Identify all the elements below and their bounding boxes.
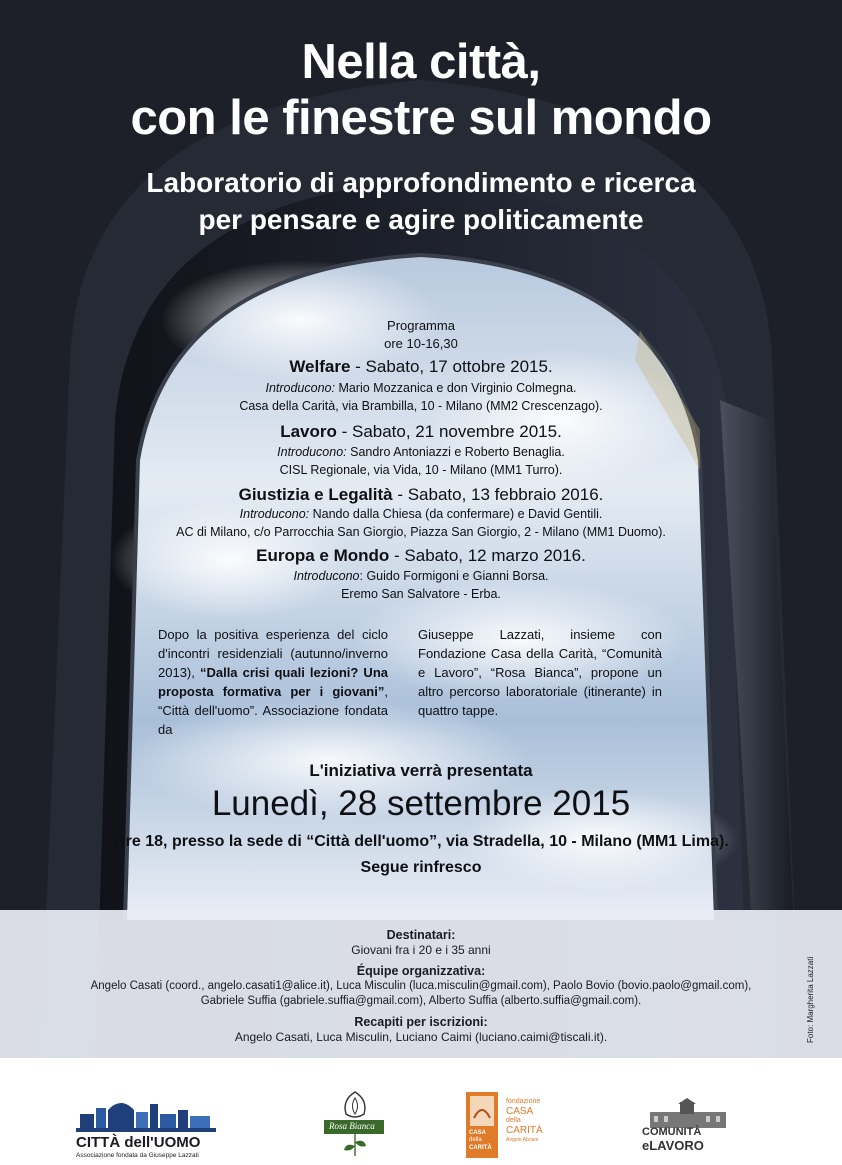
rosa-bianca-label: Rosa Bianca [329, 1121, 375, 1131]
casa-right-b: CASA [506, 1106, 534, 1117]
contacts-heading: Recapiti per iscrizioni: [354, 1015, 488, 1029]
contacts-text: Angelo Casati, Luca Misculin, Luciano Caimi (luciano.caimi@tiscali.it). [234, 1030, 608, 1044]
intro-label: Introducono [293, 569, 360, 583]
presentation-extra: Segue rinfresco [360, 859, 482, 876]
sponsor-logos [0, 1058, 842, 1162]
team-line-1: Angelo Casati (coord., angelo.casati1@alice.it), Luca Misculin (luca.misculin@gmail.com), Paolo Bovio (bovio.paolo@gmail.com), [90, 980, 752, 992]
event-europa-place: Eremo San Salvatore - Erba. [341, 587, 501, 601]
casa-badge-text-b: della [469, 1137, 482, 1143]
title-line-1: Nella città, [301, 35, 541, 89]
presentation-intro: L'iniziativa verrà presentata [309, 761, 533, 780]
description-text-c: , “Città dell'uomo”. Associazione fondata da [158, 684, 388, 737]
casa-badge-text-c: CARITÀ [469, 1145, 492, 1151]
citta-logo-name-b: dell'UOMO [120, 1134, 201, 1151]
subtitle-line-2: per pensare e agire politicamente [198, 204, 644, 235]
title-line-2: con le finestre sul mondo [130, 91, 712, 145]
team-line-2: Gabriele Suffia (gabriele.suffia@gmail.com), Alberto Suffia (alberto.suffia@gmail.com). [200, 995, 642, 1007]
event-topic: Lavoro [280, 422, 337, 441]
photo-credit: Foto: Margherita Lazzati [806, 956, 815, 1043]
event-date: - Sabato, 13 febbraio 2016. [392, 485, 604, 504]
intro-label: Introducono: [277, 445, 347, 459]
casa-della-carita-logo [466, 1092, 576, 1162]
description-column-2: Giuseppe Lazzati, insieme con Fondazione Casa della Carità, “Comunità e Lavoro”, “Rosa Bianca”, propone un altro percorso laboratoriale (itinerante) in quattro tappe. [418, 627, 662, 718]
description-column-1 [158, 625, 388, 739]
building-icon [640, 1098, 736, 1128]
event-giustizia-intro [0, 506, 842, 522]
event-welfare-intro [0, 380, 842, 396]
intro-names: Sandro Antoniazzi e Roberto Benaglia. [346, 445, 565, 459]
citta-logo-name [76, 1134, 200, 1151]
subtitle-line-1: Laboratorio di approfondimento e ricerca [146, 167, 696, 198]
programme-heading: Programma [387, 318, 455, 333]
event-date: - Sabato, 17 ottobre 2015. [350, 357, 553, 376]
casa-right-a: fondazione [506, 1098, 541, 1105]
citta-dell-uomo-logo [76, 1092, 226, 1164]
comunita-text-a: COMUNITÀ [642, 1126, 702, 1138]
programme-hours: ore 10-16,30 [384, 336, 458, 351]
event-lavoro-title [0, 422, 842, 442]
target-heading: Destinatari: [386, 928, 456, 942]
citta-skyline-icon [76, 1092, 216, 1132]
intro-label: Introducono: [265, 381, 335, 395]
intro-names: : Guido Formigoni e Gianni Borsa. [359, 569, 549, 583]
casa-right-e: Angelo Abriani [506, 1137, 539, 1143]
event-topic: Europa e Mondo [256, 546, 390, 565]
comunita-e-lavoro-logo [640, 1098, 740, 1158]
target-text: Giovani fra i 20 e i 35 anni [351, 943, 491, 957]
description-course-title: “Dalla crisi quali lezioni? Una proposta formativa per i giovani” [158, 665, 388, 699]
comunita-text-b: eLAVORO [642, 1138, 704, 1153]
team-heading: Équipe organizzativa: [356, 964, 486, 978]
event-giustizia-title [0, 485, 842, 505]
casa-badge-text-a: CASA [469, 1130, 487, 1136]
event-date: - Sabato, 12 marzo 2016. [389, 546, 586, 565]
citta-logo-name-a: CITTÀ [76, 1134, 121, 1151]
presentation-details: Ore 18, presso la sede di “Città dell'uomo”, via Stradella, 10 - Milano (MM1 Lima). [113, 833, 729, 850]
event-welfare-place: Casa della Carità, via Brambilla, 10 - Milano (MM2 Crescenzago). [239, 399, 603, 413]
event-europa-title [0, 546, 842, 566]
event-topic: Welfare [289, 357, 351, 376]
event-giustizia-place: AC di Milano, c/o Parrocchia San Giorgio, Piazza San Giorgio, 2 - Milano (MM1 Duomo). [176, 525, 666, 539]
presentation-date: Lunedì, 28 settembre 2015 [211, 784, 631, 823]
event-europa-intro [0, 568, 842, 584]
rosa-bianca-logo [320, 1086, 390, 1160]
intro-label: Introducono: [239, 507, 310, 521]
event-welfare-title [0, 357, 842, 377]
event-lavoro-intro [0, 444, 842, 460]
event-date: - Sabato, 21 novembre 2015. [336, 422, 562, 441]
intro-names: Nando dalla Chiesa (da confermare) e David Gentili. [309, 507, 603, 521]
casa-right-c: della [506, 1117, 521, 1124]
intro-names: Mario Mozzanica e don Virginio Colmegna. [334, 381, 577, 395]
event-topic: Giustizia e Legalità [238, 485, 393, 504]
description-text-a: Dopo la positiva esperienza del ciclo d'incontri residenziali (autunno/inverno 2013), [158, 627, 388, 680]
citta-logo-sub: Associazione fondata da Giuseppe Lazzati [76, 1152, 199, 1159]
event-lavoro-place: CISL Regionale, via Vida, 10 - Milano (MM1 Turro). [279, 463, 563, 477]
casa-right-d: CARITÀ [506, 1125, 543, 1136]
